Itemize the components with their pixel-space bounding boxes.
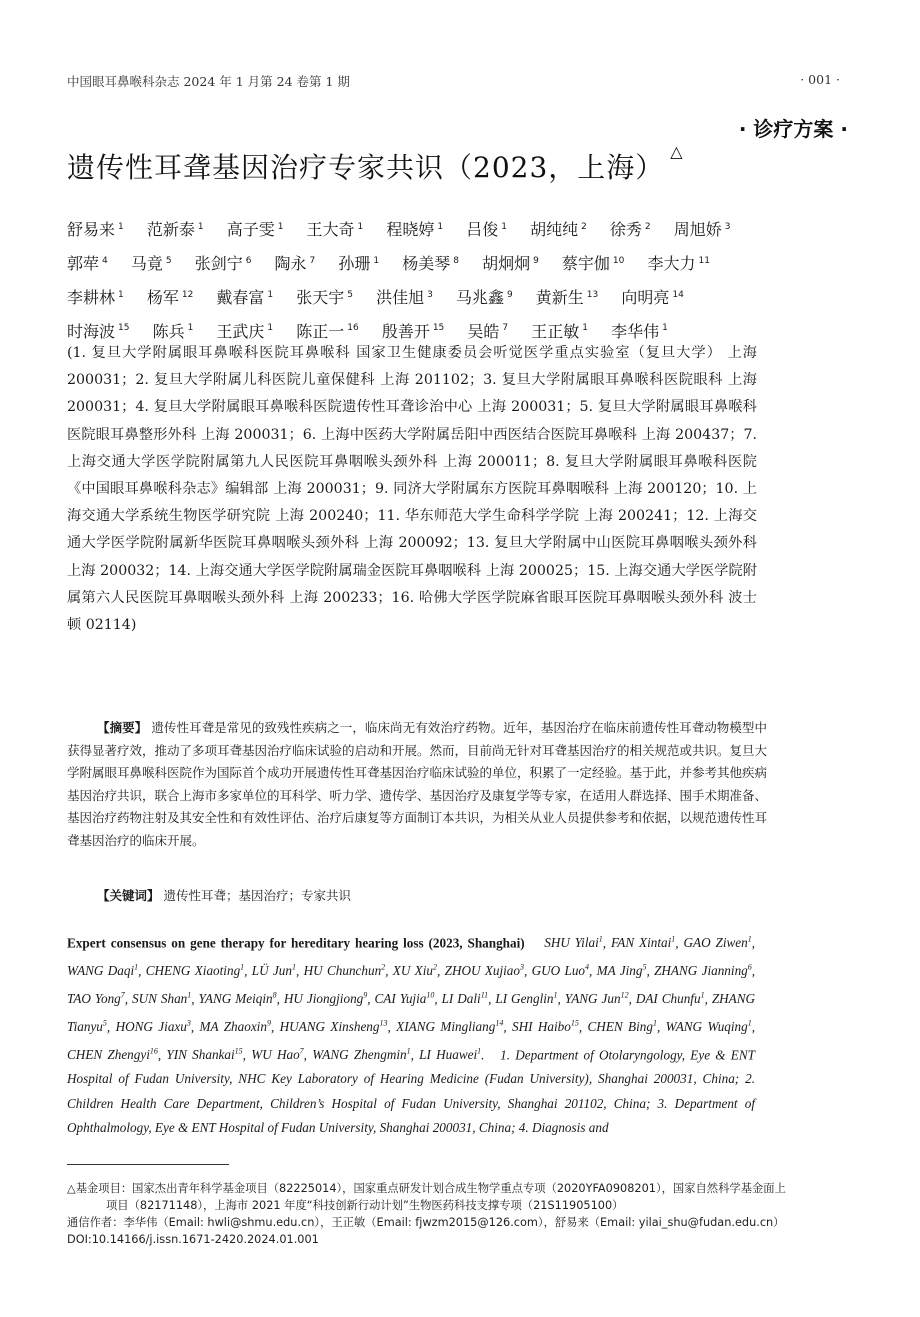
english-author bbox=[284, 991, 367, 1006]
author bbox=[611, 322, 668, 341]
author-name: 马兆鑫 bbox=[455, 287, 504, 307]
author bbox=[147, 220, 204, 239]
author-affiliation-number: 5 bbox=[165, 255, 172, 266]
english-author-name: MA Zhaoxin bbox=[199, 1019, 267, 1035]
author-name: 王正敏 bbox=[531, 321, 580, 341]
english-author-affiliation-number: 16 bbox=[149, 1046, 158, 1056]
author-name: 胡纯纯 bbox=[530, 220, 579, 240]
author bbox=[467, 322, 508, 341]
english-author bbox=[393, 963, 437, 978]
author-name: 徐秀 bbox=[609, 220, 642, 240]
author-affiliation-number: 1 bbox=[118, 289, 124, 300]
english-author-affiliation-number: 14 bbox=[495, 1018, 504, 1028]
english-author bbox=[199, 991, 277, 1006]
english-author-name: LÜ Jun bbox=[251, 963, 292, 979]
english-author-affiliation-number: 1 bbox=[747, 1018, 752, 1028]
english-author bbox=[280, 1019, 388, 1034]
english-author-name: ZHANG Jianning bbox=[654, 963, 748, 979]
funding-mark: △ bbox=[670, 141, 684, 161]
author-name: 黄新生 bbox=[535, 287, 584, 307]
english-author bbox=[512, 1019, 579, 1034]
english-author bbox=[588, 1019, 657, 1034]
author-affiliation-number: 3 bbox=[427, 289, 433, 300]
author bbox=[147, 288, 193, 307]
english-author-name: TAO Yong bbox=[67, 991, 121, 1007]
author-affiliation-number: 13 bbox=[586, 289, 599, 300]
english-author-name: GUO Luo bbox=[531, 963, 586, 979]
english-author-affiliation-number: 1 bbox=[187, 990, 192, 1000]
english-author-name: HONG Jiaxu bbox=[115, 1019, 187, 1035]
article-title bbox=[67, 141, 684, 186]
author-affiliation-number: 2 bbox=[581, 222, 587, 232]
english-author-affiliation-number: 7 bbox=[299, 1046, 304, 1056]
english-author bbox=[116, 1019, 191, 1034]
english-author-name: YANG Meiqin bbox=[198, 991, 273, 1007]
author-name: 周旭娇 bbox=[673, 220, 722, 240]
author-name: 郭荦 bbox=[67, 254, 100, 274]
author bbox=[195, 254, 252, 273]
author-affiliation-number: 1 bbox=[582, 323, 588, 334]
author bbox=[536, 288, 598, 307]
english-author-name: WANG Zhengmin bbox=[312, 1046, 407, 1062]
english-author-affiliation-number: 15 bbox=[570, 1018, 579, 1028]
author bbox=[530, 220, 587, 239]
author-affiliation-number: 1 bbox=[267, 289, 274, 300]
author-name: 王武庆 bbox=[216, 321, 265, 341]
author-name: 时海波 bbox=[67, 321, 116, 341]
english-author-name: LI Genglin bbox=[495, 991, 554, 1007]
author-affiliation-number: 1 bbox=[373, 255, 380, 266]
english-author-name: XIANG Mingliang bbox=[396, 1019, 496, 1035]
author bbox=[153, 322, 194, 341]
author bbox=[67, 288, 124, 307]
english-author bbox=[442, 991, 489, 1006]
author-affiliation-number: 6 bbox=[245, 255, 252, 266]
author-name: 陶永 bbox=[274, 254, 307, 274]
abstract-text: 遗传性耳聋是常见的致残性疾病之一，临床尚无有效治疗药物。近年，基因治疗在临床前遗传性耳聋动物模型中获得显著疗效，推动了多项耳聋基因治疗临床试验的启动和开展。然而，目前尚无针对耳聋基因治疗的相关规范或共识。复旦大学附属眼耳鼻喉科医院作为国际首个成功开展遗传性耳聋基因治疗临床试验的单位，积累了一定经验。基于此，并参考其他疾病基因治疗共识，联合上海市多家单位的耳科学、听力学、遗传学、基因治疗及康复学等专家，在适用人群选择、围手术期准备、基因治疗药物注射及其安全性和有效性评估、治疗后康复等方面制订本共识，为相关从业人员提供参考和依据，以规范遗传性耳聋基因治疗的临床开展。 bbox=[67, 720, 768, 848]
english-author-name: CHEN Zhengyi bbox=[67, 1046, 150, 1062]
keywords-text: 遗传性耳聋；基因治疗；专家共识 bbox=[163, 888, 352, 903]
english-author bbox=[312, 1047, 410, 1062]
english-author-name: CHEN Bing bbox=[587, 1019, 653, 1035]
english-author bbox=[532, 963, 589, 978]
english-author bbox=[166, 1047, 242, 1062]
english-author-name: GAO Ziwen bbox=[683, 935, 748, 951]
english-author-affiliation-number: 4 bbox=[585, 962, 590, 972]
english-author-name: HUANG Xinsheng bbox=[279, 1019, 380, 1035]
author-name: 舒易来 bbox=[67, 220, 116, 240]
english-author bbox=[67, 963, 138, 978]
keywords bbox=[97, 886, 351, 904]
author-affiliation-number: 1 bbox=[197, 222, 204, 232]
english-author-name: CAI Yujia bbox=[374, 991, 427, 1007]
author-name: 马竟 bbox=[130, 254, 163, 274]
author bbox=[456, 288, 513, 307]
author-name: 张剑宁 bbox=[194, 254, 243, 274]
author bbox=[227, 220, 284, 239]
author-name: 程晓婷 bbox=[386, 220, 435, 240]
author bbox=[67, 220, 124, 239]
author-name: 孙珊 bbox=[338, 254, 371, 274]
author-affiliation-number: 2 bbox=[644, 222, 651, 232]
english-title: Expert consensus on gene therapy for hereditary hearing loss (2023, Shanghai) bbox=[67, 935, 525, 951]
author-affiliation-number: 5 bbox=[347, 289, 353, 300]
author-affiliation-number: 1 bbox=[277, 222, 284, 232]
author bbox=[296, 322, 358, 341]
english-author-name: ZHOU Xujiao bbox=[444, 963, 520, 979]
author bbox=[402, 254, 459, 273]
author-name: 洪佳旭 bbox=[376, 287, 425, 307]
author-affiliation-number: 3 bbox=[724, 222, 731, 232]
author-affiliation-number: 9 bbox=[533, 255, 539, 266]
author-name: 吕俊 bbox=[466, 220, 499, 240]
author-name: 高子雯 bbox=[226, 220, 275, 240]
author bbox=[647, 254, 709, 273]
footnotes bbox=[67, 1180, 867, 1248]
english-author-affiliation-number: 7 bbox=[120, 990, 125, 1000]
footnote-rule bbox=[67, 1164, 229, 1165]
correspondence: 通信作者：李华伟（Email: hwli@shmu.edu.cn），王正敏（Email: fjwzm2015@126.com），舒易来（Email: yilai_shu@fudan.edu.cn） bbox=[67, 1216, 785, 1229]
author-name: 李大力 bbox=[647, 254, 696, 274]
author bbox=[67, 254, 108, 273]
english-author bbox=[654, 963, 752, 978]
author-affiliation-number: 7 bbox=[309, 255, 316, 266]
english-author-affiliation-number: 1 bbox=[671, 935, 676, 944]
author bbox=[531, 322, 588, 341]
author-affiliation-number: 1 bbox=[118, 222, 124, 232]
author-affiliation-number: 1 bbox=[501, 222, 507, 232]
author-affiliation-number: 7 bbox=[502, 323, 509, 334]
english-author-name: CHENG Xiaoting bbox=[145, 963, 241, 979]
english-author-name: SHI Haibo bbox=[511, 1019, 571, 1035]
english-author-affiliation-number: 8 bbox=[272, 990, 277, 1000]
english-author-affiliation-number: 1 bbox=[292, 962, 296, 972]
english-author-affiliation-number: 5 bbox=[642, 962, 647, 972]
english-author-affiliation-number: 11 bbox=[480, 990, 489, 1000]
english-author bbox=[251, 1047, 303, 1062]
author-name: 陈兵 bbox=[152, 321, 185, 341]
english-author bbox=[636, 991, 705, 1006]
author bbox=[376, 288, 433, 307]
english-author-affiliation-number: 2 bbox=[381, 962, 386, 972]
english-author bbox=[445, 963, 524, 978]
english-author bbox=[304, 963, 386, 978]
english-author-affiliation-number: 6 bbox=[747, 962, 752, 972]
title-text: 遗传性耳聋基因治疗专家共识（2023，上海） bbox=[67, 151, 665, 184]
english-author bbox=[132, 991, 191, 1006]
english-author-affiliation-number: 5 bbox=[102, 1018, 107, 1028]
english-author-affiliation-number: 2 bbox=[433, 962, 437, 972]
english-author-affiliation-number: 1 bbox=[553, 990, 558, 1000]
author-affiliation-number: 15 bbox=[432, 323, 445, 334]
journal-header: 中国眼耳鼻喉科杂志 2024 年 1 月第 24 卷第 1 期 bbox=[67, 74, 350, 89]
english-author bbox=[146, 963, 244, 978]
author-affiliation-number: 9 bbox=[506, 289, 513, 300]
author-name: 范新泰 bbox=[146, 220, 195, 240]
author-affiliation-number: 4 bbox=[102, 255, 108, 266]
english-author-affiliation-number: 9 bbox=[266, 1018, 271, 1028]
english-author-name: ZHANG Tianyu bbox=[67, 991, 756, 1035]
author bbox=[674, 220, 731, 239]
author-name: 陈正一 bbox=[296, 321, 345, 341]
author bbox=[275, 254, 316, 273]
english-author-name: XU Xiu bbox=[392, 963, 433, 979]
english-author-affiliation-number: 1 bbox=[477, 1046, 482, 1056]
author-name: 王大奇 bbox=[306, 220, 355, 240]
english-author bbox=[597, 963, 647, 978]
author-affiliation-number: 16 bbox=[347, 323, 359, 334]
english-author-name: DAI Chunfu bbox=[635, 991, 701, 1007]
english-author-name: YANG Jun bbox=[564, 991, 621, 1007]
author bbox=[338, 254, 379, 273]
author bbox=[216, 322, 273, 341]
author-name: 杨美琴 bbox=[402, 254, 451, 274]
author-name: 李耕林 bbox=[67, 287, 116, 307]
english-author bbox=[419, 1047, 481, 1062]
english-author-affiliation-number: 15 bbox=[234, 1046, 243, 1056]
author bbox=[382, 322, 444, 341]
author-name: 戴春富 bbox=[216, 287, 265, 307]
english-author-name: SHU Yilai bbox=[544, 935, 599, 951]
english-author bbox=[565, 991, 629, 1006]
author bbox=[466, 220, 507, 239]
english-author bbox=[396, 1019, 503, 1034]
affiliations: (1. 复旦大学附属眼耳鼻喉科医院耳鼻喉科 国家卫生健康委员会听觉医学重点实验室（复旦大学） 上海 200031；2. 复旦大学附属儿科医院儿童保健科 上海 201102；3. 复旦大学附属眼耳鼻喉科医院眼科 上海 200031；4. 复旦大学附属眼耳鼻喉科医院遗传性耳聋诊治中心 上海 200031；5. 复旦大学附属眼耳鼻喉科医院眼耳鼻整形外科 上海 200031；6. 上海中医药大学附属岳阳中西医结合医院耳鼻喉科 上海 200437；7. 上海交通大学医学院附属第九人民医院耳鼻咽喉头颈外科 上海 200011；8. 复旦大学附属眼耳鼻喉科医院《中国眼耳鼻喉科杂志》编辑部 上海 200031；9. 同济大学附属东方医院耳鼻咽喉科 上海 200120；10. 上海交通大学系统生物医学研究院 上海 200240；11. 华东师范大学生命科学学院 上海 200241；12. 上海交通大学医学院附属新华医院耳鼻咽喉头颈外科 上海 200092；13. 复旦大学附属中山医院耳鼻咽喉头颈外科 上海 200032；14. 上海交通大学医学院附属瑞金医院耳鼻咽喉科 上海 200025；15. 上海交通大学医学院附属第六人民医院耳鼻咽喉头颈外科 上海 200233；16. 哈佛大学医学院麻省眼耳医院耳鼻咽喉头颈外科 波士顿 02114) bbox=[67, 345, 757, 634]
abstract-label: 【摘要】 bbox=[97, 720, 148, 735]
english-author-affiliation-number: 1 bbox=[652, 1018, 657, 1028]
english-author bbox=[611, 935, 675, 950]
english-author-name: LI Huawei bbox=[419, 1046, 478, 1062]
english-author-name: YIN Shankai bbox=[166, 1046, 235, 1062]
author-name: 杨军 bbox=[146, 287, 179, 307]
author bbox=[610, 220, 651, 239]
english-author-name: HU Jiongjiong bbox=[283, 991, 364, 1007]
author bbox=[386, 220, 443, 239]
english-author-affiliation-number: 1 bbox=[747, 935, 752, 944]
english-affiliations: 1. Department of Otolaryngology, Eye & ENT Hospital of Fudan University, NHC Key Laboratory of Hearing Medicine (Fudan University), Shanghai 200031, China; 2. Children Health Care Department, Children’s Hospital of Fudan University, Shanghai 201102, China; 3. Department of Ophthalmology, Eye & ENT Hospital of Fudan University, Shanghai 200031, China; 4. Diagnosis and bbox=[67, 1046, 755, 1136]
author-affiliation-number: 14 bbox=[672, 289, 684, 300]
english-author-affiliation-number: 10 bbox=[426, 990, 435, 1000]
author-affiliation-number: 10 bbox=[612, 255, 625, 266]
english-author-list: SHU Yilai$^1$, FAN Xintai$^1$, GAO Ziwen$^1$, WANG Daqi$^1$, CHENG Xiaoting$^1$, LÜ Jun$^1$, HU Chunchun$^2$, XU Xiu$^2$, ZHOU Xujiao$^3$, GUO Luo$^4$, MA Jing$^5$, ZHANG Jianning$^6$, TAO Yong$^7$, SUN Shan$^1$, YANG Meiqin$^8$, HU Jiongjiong$^9$, CAI Yujia$^{10}$, LI Dali$^{11}$, LI Genglin$^1$, YANG Jun$^{12}$, DAI Chunfu$^1$, ZHANG Tianyu$^5$, HONG Jiaxu$^3$, MA Zhaoxin$^9$, HUANG Xinsheng$^{13}$, XIANG Mingliang$^{14}$, SHI Haibo$^{15}$, CHEN Bing$^1$, WANG Wuqing$^1$, CHEN Zhengyi$^{16}$, YIN Shankai$^{15}$, WU Hao$^7$, WANG Zhengmin$^1$, LI Huawei$^1$. bbox=[67, 935, 756, 1062]
english-author bbox=[544, 935, 602, 950]
english-author-affiliation-number: 12 bbox=[620, 990, 629, 1000]
author-affiliation-number: 8 bbox=[453, 255, 459, 266]
author-name: 张天宇 bbox=[296, 287, 345, 307]
keywords-label: 【关键词】 bbox=[97, 888, 160, 903]
author-affiliation-number: 1 bbox=[662, 323, 668, 334]
english-author-name: WANG Wuqing bbox=[665, 1019, 748, 1035]
english-author bbox=[684, 935, 752, 950]
author-name: 向明亮 bbox=[621, 287, 670, 307]
english-author-name: WU Hao bbox=[251, 1046, 300, 1062]
author bbox=[216, 288, 273, 307]
author-name: 吴皓 bbox=[467, 321, 500, 341]
doi: DOI:10.14166/j.issn.1671-2420.2024.01.001 bbox=[67, 1233, 319, 1246]
english-author-affiliation-number: 1 bbox=[598, 935, 603, 944]
english-author bbox=[67, 991, 125, 1006]
english-author-affiliation-number: 13 bbox=[379, 1018, 388, 1028]
author-name: 李华伟 bbox=[611, 321, 660, 341]
english-author-affiliation-number: 3 bbox=[520, 962, 524, 972]
english-author bbox=[375, 991, 435, 1006]
page-number: · 001 · bbox=[800, 72, 840, 87]
english-author-name: SUN Shan bbox=[132, 991, 188, 1007]
author-list bbox=[67, 212, 767, 347]
english-author bbox=[495, 991, 557, 1006]
author-affiliation-number: 15 bbox=[118, 323, 130, 334]
author-name: 殷善开 bbox=[381, 321, 430, 341]
english-author-name: HU Chunchun bbox=[303, 963, 382, 979]
english-author bbox=[200, 1019, 271, 1034]
english-author-name: FAN Xintai bbox=[610, 935, 672, 951]
english-abstract-header bbox=[67, 928, 755, 1141]
author bbox=[621, 288, 683, 307]
author-affiliation-number: 12 bbox=[181, 289, 194, 300]
author-affiliation-number: 11 bbox=[698, 255, 710, 266]
funding-line-1: △基金项目：国家杰出青年科学基金项目（82225014），国家重点研发计划合成生物学重点专项（2020YFA0908201），国家自然科学基金面上 bbox=[67, 1182, 786, 1195]
author-name: 蔡宇伽 bbox=[561, 254, 610, 274]
english-author-affiliation-number: 1 bbox=[700, 990, 705, 1000]
english-author-affiliation-number: 1 bbox=[134, 962, 139, 972]
author-affiliation-number: 1 bbox=[267, 323, 274, 334]
author bbox=[131, 254, 172, 273]
author-name: 胡炯炯 bbox=[482, 254, 531, 274]
english-author-affiliation-number: 1 bbox=[240, 962, 245, 972]
english-author-affiliation-number: 9 bbox=[363, 990, 368, 1000]
section-label: · 诊疗方案 · bbox=[738, 117, 848, 141]
english-author-affiliation-number: 3 bbox=[186, 1018, 191, 1028]
author-affiliation-number: 1 bbox=[357, 222, 364, 232]
author bbox=[562, 254, 624, 273]
english-author bbox=[67, 1047, 158, 1062]
author bbox=[307, 220, 364, 239]
english-author-name: LI Dali bbox=[441, 991, 481, 1007]
english-author bbox=[666, 1019, 752, 1034]
funding-line-2: 项目（82171148），上海市 2021 年度“科技创新行动计划”生物医药科技支撑专项（21S11905100） bbox=[106, 1199, 624, 1212]
author-affiliation-number: 1 bbox=[187, 323, 194, 334]
english-author-name: MA Jing bbox=[596, 963, 643, 979]
english-author-name: WANG Daqi bbox=[67, 963, 135, 979]
author-affiliation-number: 1 bbox=[437, 222, 444, 232]
author bbox=[296, 288, 353, 307]
abstract bbox=[67, 717, 767, 852]
english-author bbox=[252, 963, 296, 978]
english-author-affiliation-number: 1 bbox=[406, 1046, 411, 1056]
author bbox=[482, 254, 539, 273]
author bbox=[67, 322, 129, 341]
